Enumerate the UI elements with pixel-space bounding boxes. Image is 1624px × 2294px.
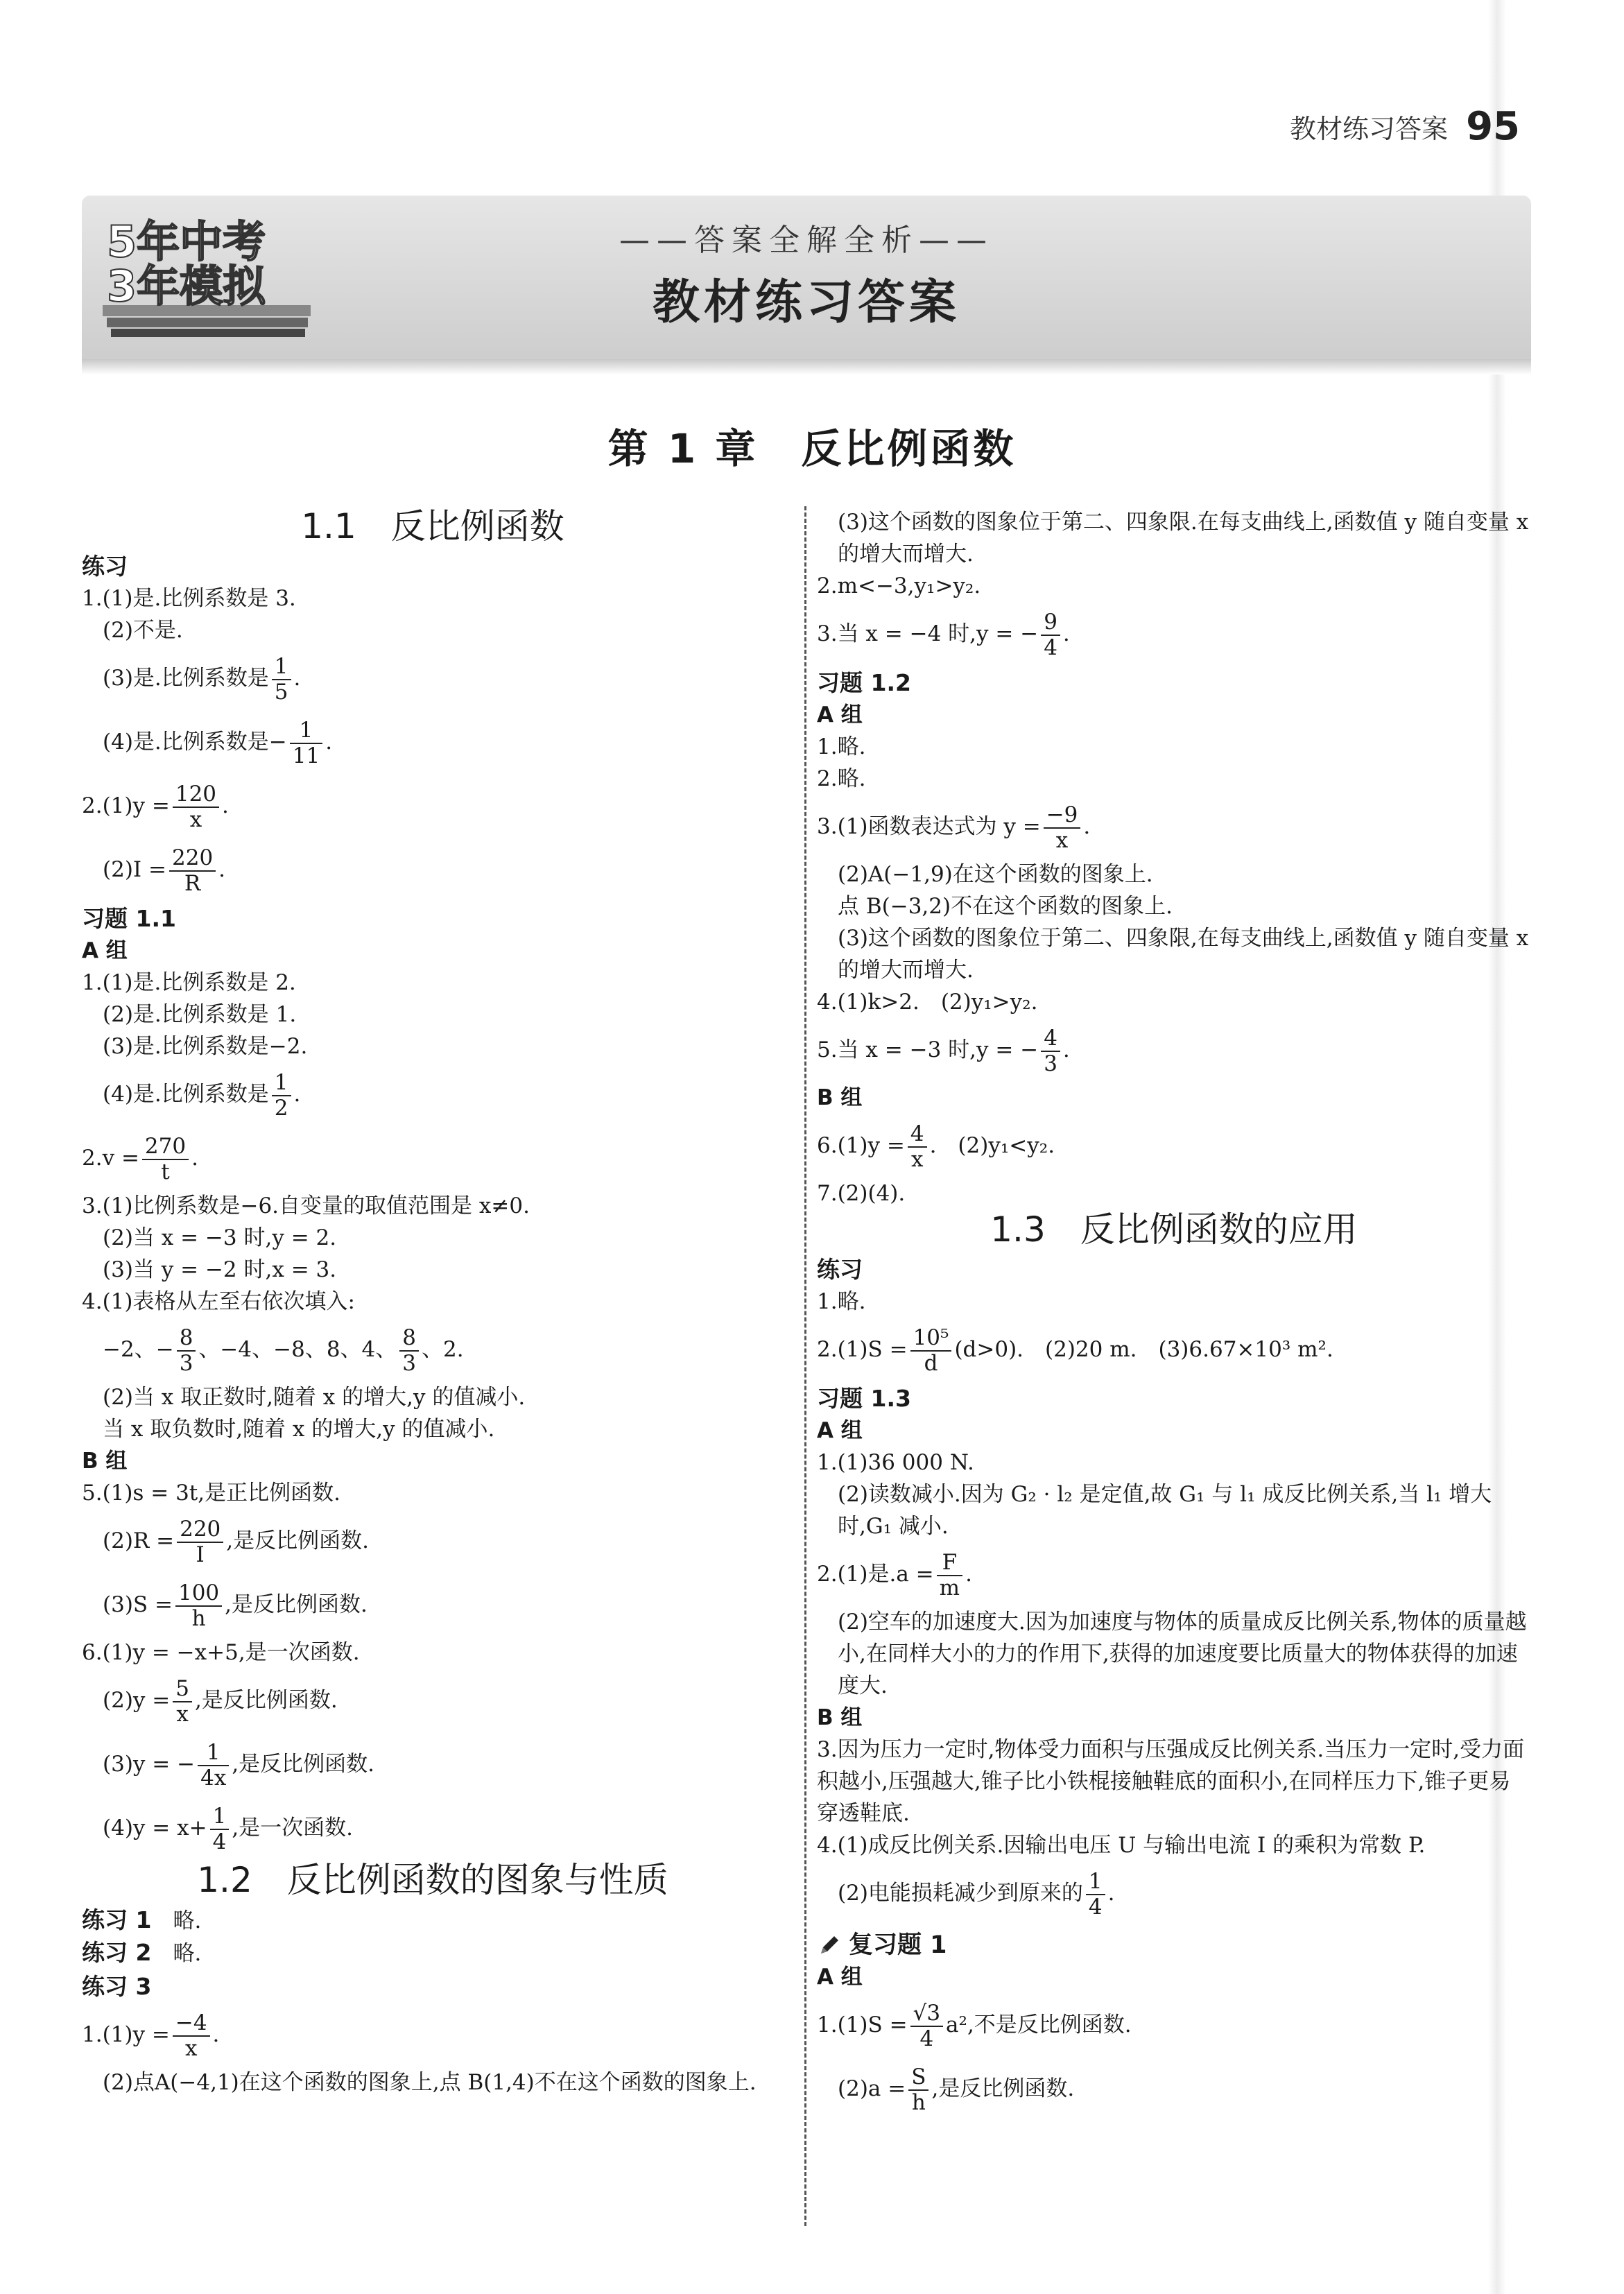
section-banner xyxy=(82,196,1531,362)
answer-item: (2)点A(−4,1)在这个函数的图象上,点 B(1,4)不在这个函数的图象上. xyxy=(103,2070,757,2095)
answer-item: (3)这个函数的图象位于第二、四象限.在每支曲线上,函数值 y 随自变量 x 的增大而增大. xyxy=(838,510,1529,567)
answer-item: (3)是.比例系数是−2. xyxy=(103,1034,308,1059)
answer-item: 练习 1 略. xyxy=(82,1906,202,1933)
fraction: $\frac{1}{5}$ xyxy=(272,655,291,703)
answer-item: (4)是.比例系数是 $\frac{1}{2}$ . xyxy=(103,1070,301,1121)
review-title: 复习题 1 xyxy=(817,1929,1531,1961)
subsection-label: 习题 1.1 xyxy=(82,905,176,932)
answer-item: (3)是.比例系数是 $\frac{1}{5}$ . xyxy=(103,654,301,705)
answer-item: (2)当 x = −3 时,y = 2. xyxy=(103,1225,337,1250)
answer-item: (2)读数减小.因为 G₂ · l₂ 是定值,故 G₁ 与 l₁ 成反比例关系,当 l₁ 增大时,G₁ 减小. xyxy=(838,1482,1492,1539)
fraction: $\frac{1}{4}$ xyxy=(210,1804,230,1853)
fraction: $\frac{220}{R}$ xyxy=(169,846,216,895)
column-divider xyxy=(804,506,806,2226)
fraction: $\frac{270}{t}$ xyxy=(142,1135,189,1183)
group-label: A 组 xyxy=(82,938,128,963)
answer-item: 2.略. xyxy=(817,766,866,791)
fraction: $\frac{220}{I}$ xyxy=(177,1517,223,1566)
answer-item: (3)这个函数的图象位于第二、四象限,在每支曲线上,函数值 y 随自变量 x 的增大而增大. xyxy=(838,926,1529,983)
subsection-label: 练习 xyxy=(817,1256,863,1283)
answer-item: 1.略. xyxy=(817,734,866,759)
fraction: $\frac{100}{h}$ xyxy=(175,1581,222,1630)
group-label: B 组 xyxy=(82,1449,128,1474)
subsection-label: 练习 3 xyxy=(82,1973,152,2000)
answer-item: 2.(1)是.a = $\frac{F}{m}$ . xyxy=(817,1550,972,1601)
answer-item: 1.(1)是.比例系数是 3. xyxy=(82,586,296,611)
fraction: $\frac{-4}{x}$ xyxy=(173,2011,210,2060)
answer-item: (3)S = $\frac{100}{h}$ ,是反比例函数. xyxy=(103,1580,368,1631)
fraction: $\frac{-9}{x}$ xyxy=(1044,803,1081,852)
subsection-label: 习题 1.2 xyxy=(817,669,911,696)
answer-item: 4.(1)成反比例关系.因输出电压 U 与输出电流 I 的乘积为常数 P. xyxy=(817,1833,1426,1858)
answer-item: (2)I = $\frac{220}{R}$ . xyxy=(103,845,226,896)
chapter-title: 第 1 章 反比例函数 xyxy=(607,425,1017,472)
fraction: $\frac{1}{2}$ xyxy=(272,1071,291,1119)
answer-item: (2)是.比例系数是 1. xyxy=(103,1002,297,1027)
fraction: $\frac{9}{4}$ xyxy=(1041,610,1060,659)
section-title: 1.3 反比例函数的应用 xyxy=(990,1209,1358,1250)
fraction: $\frac{8}{3}$ xyxy=(177,1326,196,1374)
section-title: 1.1 反比例函数 xyxy=(301,506,564,546)
answer-item: 5.当 x = −3 时,y = − $\frac{4}{3}$ . xyxy=(817,1026,1070,1076)
answer-item: (2)电能损耗减少到原来的 $\frac{1}{4}$ . xyxy=(838,1869,1115,1920)
answer-item: (2)y = $\frac{5}{x}$ ,是反比例函数. xyxy=(103,1676,338,1727)
page-number: 95 xyxy=(1466,104,1520,149)
logo-line-2: 3年模拟 xyxy=(107,261,266,311)
answer-item: 5.(1)s = 3t,是正比例函数. xyxy=(82,1481,340,1506)
group-label: A 组 xyxy=(817,702,863,727)
answer-item: 3.(1)比例系数是−6.自变量的取值范围是 x≠0. xyxy=(82,1193,530,1218)
answer-item: 3.(1)函数表达式为 y = $\frac{-9}{x}$ . xyxy=(817,802,1091,853)
answer-item: (3)y = − $\frac{1}{4x}$ ,是反比例函数. xyxy=(103,1740,375,1791)
answer-item: 练习 2 略. xyxy=(82,1939,202,1966)
fraction: $\frac{8}{3}$ xyxy=(399,1326,419,1374)
fraction: $\frac{F}{m}$ xyxy=(937,1551,962,1599)
right-column xyxy=(817,506,1531,2121)
answer-item: 4.(1)表格从左至右依次填入: xyxy=(82,1289,355,1314)
fraction: $\frac{4}{x}$ xyxy=(908,1122,927,1171)
answer-item: 6.(1)y = −x+5,是一次函数. xyxy=(82,1640,360,1665)
page-header xyxy=(1290,104,1520,149)
answer-item: (2)空车的加速度大.因为加速度与物体的质量成反比例关系,物体的质量越小,在同样大小的力的作用下,获得的加速度要比质量大的物体获得的加速度大. xyxy=(838,1610,1527,1698)
pencil-icon xyxy=(817,1933,842,1958)
subsection-label: 习题 1.3 xyxy=(817,1385,911,1412)
answer-item: 1.(1)36 000 N. xyxy=(817,1450,974,1475)
answer-item: 2.v = $\frac{270}{t}$ . xyxy=(82,1134,198,1184)
answer-item: −2、− $\frac{8}{3}$ 、−4、−8、8、4、 $\frac{8}{3}$ 、2. xyxy=(103,1325,464,1376)
logo-line-1: 5年中考 xyxy=(107,216,266,267)
group-label: A 组 xyxy=(817,1965,863,1990)
answer-item: (2)A(−1,9)在这个函数的图象上. xyxy=(838,862,1153,887)
answer-item: (2)R = $\frac{220}{I}$ ,是反比例函数. xyxy=(103,1517,369,1567)
answer-item: 当 x 取负数时,随着 x 的增大,y 的值减小. xyxy=(103,1417,495,1442)
fraction: $\frac{S}{h}$ xyxy=(908,2065,928,2114)
fraction: $\frac{1}{4x}$ xyxy=(198,1741,229,1789)
answer-item: 1.略. xyxy=(817,1289,866,1314)
banner-title: 教材练习答案 xyxy=(652,275,960,330)
fraction: $\frac{5}{x}$ xyxy=(173,1677,192,1725)
answer-item: 4.(1)k>2. (2)y₁>y₂. xyxy=(817,990,1038,1015)
answer-item: 1.(1)是.比例系数是 2. xyxy=(82,970,296,995)
header-title: 教材练习答案 xyxy=(1290,114,1449,144)
section-title: 1.2 反比例函数的图象与性质 xyxy=(197,1860,668,1900)
answer-item: (4)是.比例系数是− $\frac{1}{11}$ . xyxy=(103,718,333,768)
answer-item: 6.(1)y = $\frac{4}{x}$ . (2)y₁<y₂. xyxy=(817,1121,1055,1172)
answer-item: 点 B(−3,2)不在这个函数的图象上. xyxy=(838,894,1173,919)
group-label: B 组 xyxy=(817,1705,863,1730)
fraction: $\frac{1}{11}$ xyxy=(290,718,322,767)
answer-item: (3)当 y = −2 时,x = 3. xyxy=(103,1257,337,1282)
answer-item: 2.m<−3,y₁>y₂. xyxy=(817,574,981,598)
fraction: $\frac{4}{3}$ xyxy=(1041,1026,1060,1075)
fraction: $\frac{\text{10⁵}}{d}$ xyxy=(910,1326,952,1374)
answer-item: (2)不是. xyxy=(103,618,183,643)
answer-item: (4)y = x+ $\frac{1}{4}$ ,是一次函数. xyxy=(103,1804,354,1854)
fraction: $\frac{1}{4}$ xyxy=(1086,1870,1105,1918)
answer-item: 1.(1)y = $\frac{-4}{x}$ . xyxy=(82,2010,220,2061)
answer-item: 3.当 x = −4 时,y = − $\frac{9}{4}$ . xyxy=(817,610,1070,660)
answer-item: 3.因为压力一定时,物体受力面积与压强成反比例关系.当压力一定时,受力面积越小,压强越大,锥子比小铁棍接触鞋底的面积小,在同样压力下,锥子更易穿透鞋底. xyxy=(817,1737,1525,1826)
left-column xyxy=(82,506,784,2098)
answer-item: 2.(1)S = $\frac{\text{10⁵}}{d}$ (d>0). (2)20 m. (3)6.67×10³ m². xyxy=(817,1325,1333,1376)
answer-item: (2)a = $\frac{S}{h}$ ,是反比例函数. xyxy=(838,2064,1075,2115)
fraction: $\frac{√3}{4}$ xyxy=(910,2001,943,2050)
banner-subtitle: ——答案全解全析—— xyxy=(619,223,994,258)
answer-item: 7.(2)(4). xyxy=(817,1181,906,1206)
answer-item: 2.(1)y = $\frac{120}{x}$ . xyxy=(82,782,229,832)
subsection-label: 练习 xyxy=(82,553,128,580)
fraction: $\frac{120}{x}$ xyxy=(173,782,219,831)
group-label: B 组 xyxy=(817,1085,863,1110)
group-label: A 组 xyxy=(817,1418,863,1443)
answer-item: 1.(1)S = $\frac{√3}{4}$ a²,不是反比例函数. xyxy=(817,2001,1132,2051)
answer-item: (2)当 x 取正数时,随着 x 的增大,y 的值减小. xyxy=(103,1385,526,1410)
